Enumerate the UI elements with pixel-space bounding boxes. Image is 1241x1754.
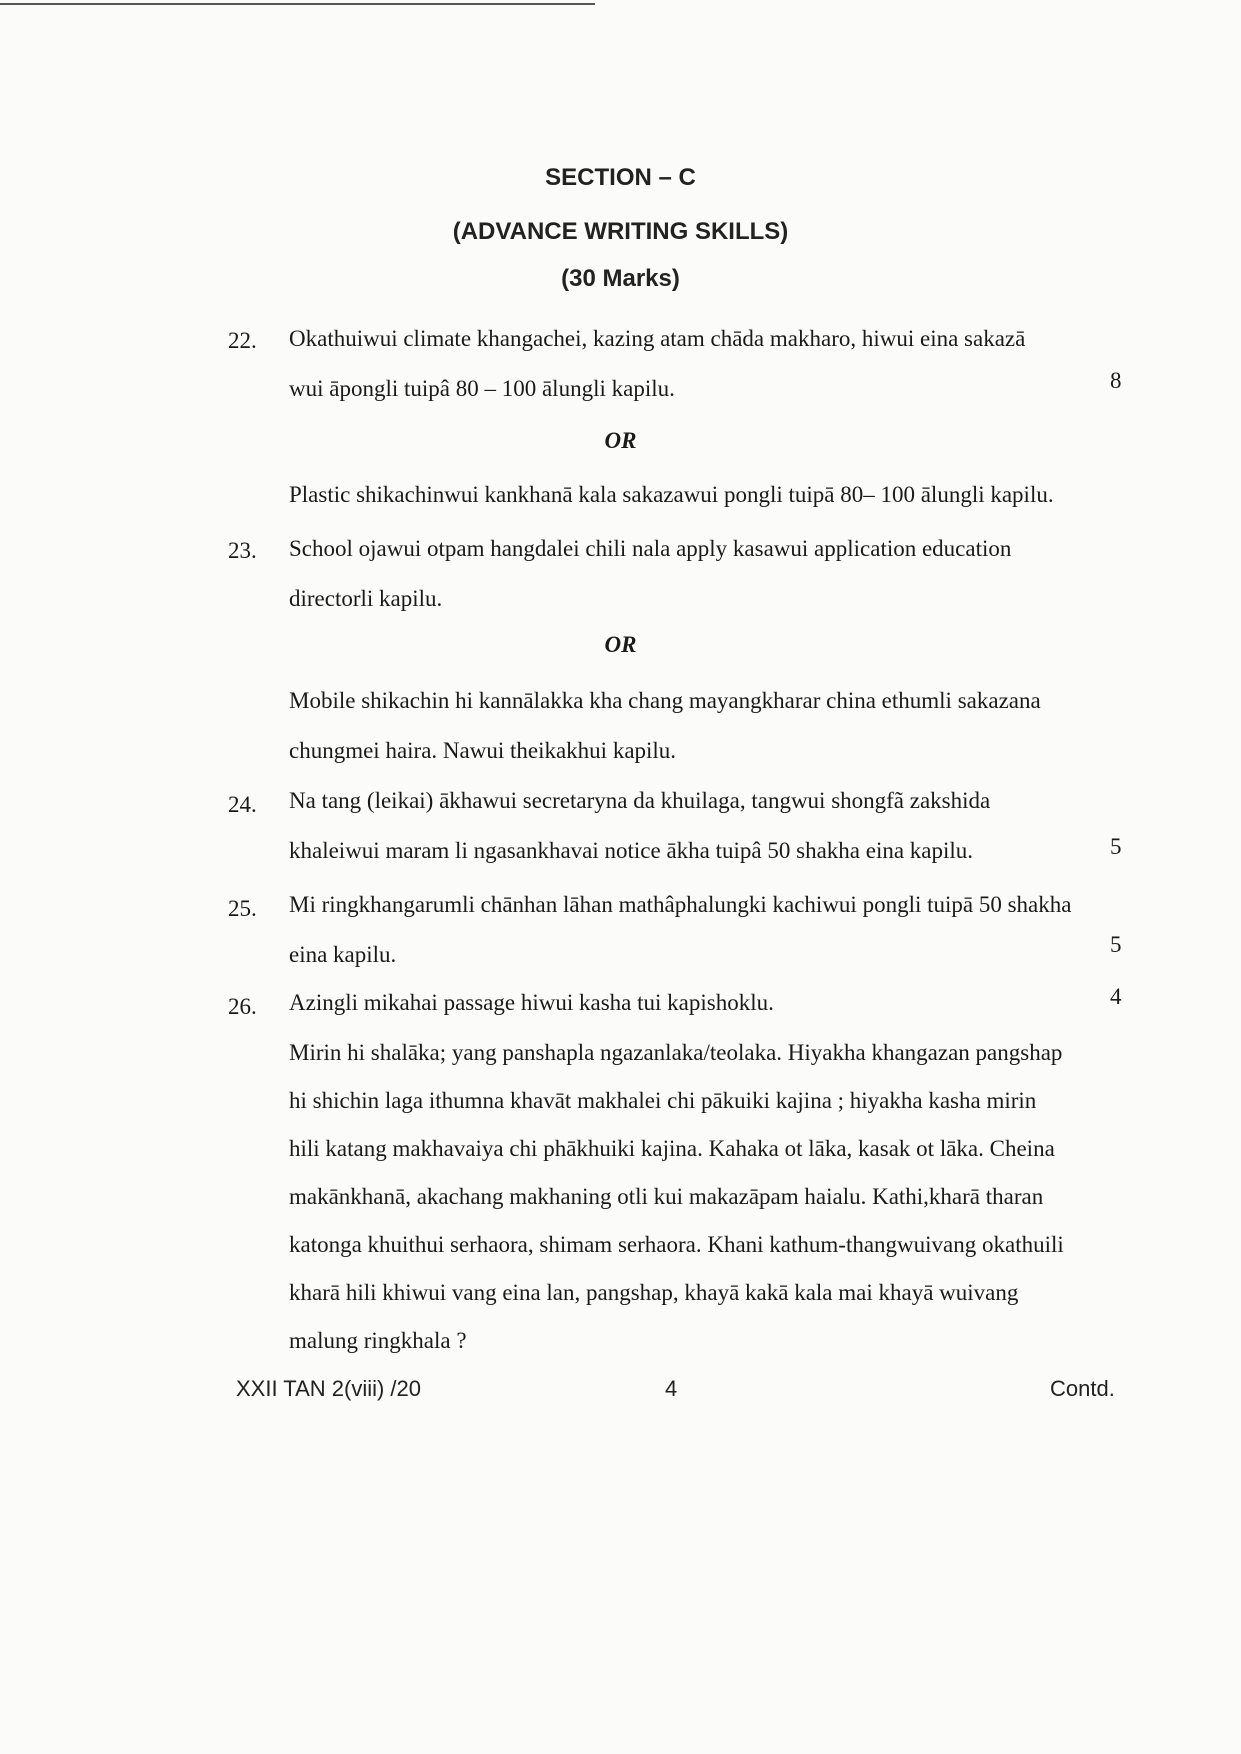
section-heading: SECTION – C	[545, 164, 696, 191]
question-number: 22.	[228, 328, 257, 353]
passage-line: malung ringkhala ?	[289, 1328, 467, 1353]
passage-line: kharā hili khiwui vang eina lan, pangshap, khayā kakā kala mai khayā wuivang	[289, 1280, 1019, 1305]
section-marks: (30 Marks)	[561, 265, 680, 292]
question-line: khaleiwui maram li ngasankhavai notice ākha tuipâ 50 shakha eina kapilu.	[289, 838, 974, 863]
alternative-line: chungmei haira. Nawui theikakhui kapilu.	[289, 738, 677, 763]
question-line: School ojawui otpam hangdalei chili nala apply kasawui application education	[289, 536, 1012, 561]
or-separator: OR	[604, 428, 637, 453]
marks-value: 5	[1110, 932, 1122, 957]
marks-value: 4	[1110, 984, 1122, 1009]
marks-value: 8	[1110, 368, 1122, 393]
or-separator: OR	[604, 632, 637, 657]
question-number: 26.	[228, 994, 257, 1019]
section-subtitle: (ADVANCE WRITING SKILLS)	[452, 218, 789, 245]
question-line: directorli kapilu.	[289, 586, 443, 611]
top-rule	[0, 3, 595, 5]
continued-label: Contd.	[1050, 1376, 1115, 1401]
question-line: Azingli mikahai passage hiwui kasha tui kapishoklu.	[289, 990, 774, 1015]
question-number: 24.	[228, 792, 257, 817]
question-number: 25.	[228, 896, 257, 921]
passage-line: makānkhanā, akachang makhaning otli kui makazāpam haialu. Kathi,kharā tharan	[289, 1184, 1044, 1209]
question-line: Okathuiwui climate khangachei, kazing atam chāda makharo, hiwui eina sakazā	[289, 326, 1026, 351]
marks-value: 5	[1110, 834, 1122, 859]
question-line: wui āpongli tuipâ 80 – 100 ālungli kapilu.	[289, 376, 675, 401]
alternative-line: Plastic shikachinwui kankhanā kala sakazawui pongli tuipā 80– 100 ālungli kapilu.	[289, 482, 1054, 507]
question-line: Mi ringkhangarumli chānhan lāhan mathâphalungki kachiwui pongli tuipā 50 shakha	[289, 892, 1072, 917]
question-number: 23.	[228, 538, 257, 563]
question-line: Na tang (leikai) ākhawui secretaryna da khuilaga, tangwui shongfã zakshida	[289, 788, 991, 813]
paper-code: XXII TAN 2(viii) /20	[236, 1376, 422, 1401]
passage-line: Mirin hi shalāka; yang panshapla ngazanlaka/teolaka. Hiyakha khangazan pangshap	[289, 1040, 1063, 1065]
passage-line: hili katang makhavaiya chi phākhuiki kajina. Kahaka ot lāka, kasak ot lāka. Cheina	[289, 1136, 1055, 1161]
alternative-line: Mobile shikachin hi kannālakka kha chang mayangkharar china ethumli sakazana	[289, 688, 1041, 713]
passage-line: hi shichin laga ithumna khavāt makhalei chi pākuiki kajina ; hiyakha kasha mirin	[289, 1088, 1037, 1113]
passage-line: katonga khuithui serhaora, shimam serhaora. Khani kathum-thangwuivang okathuili	[289, 1232, 1064, 1257]
question-line: eina kapilu.	[289, 942, 397, 967]
page-number: 4	[665, 1376, 678, 1401]
